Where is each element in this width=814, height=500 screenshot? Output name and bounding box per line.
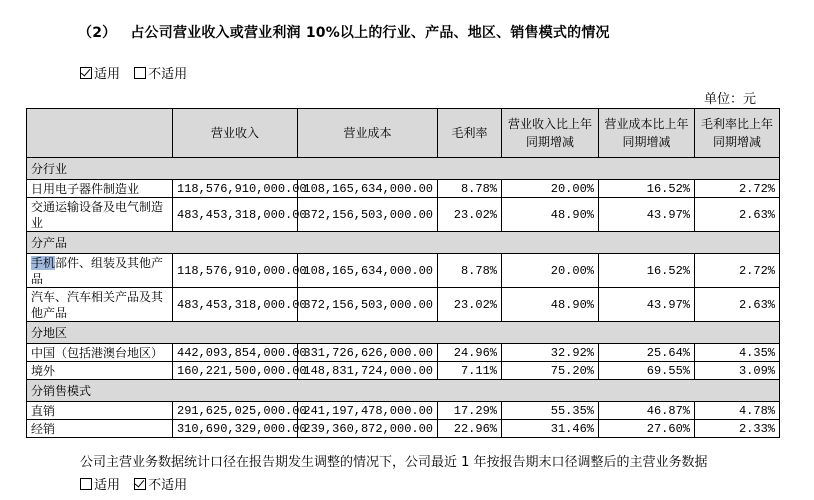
cost-change-cell: 43.97% — [599, 198, 695, 232]
row-label: 手机部件、组装及其他产品 — [27, 254, 173, 288]
table-row — [27, 180, 780, 198]
table-row — [27, 362, 780, 380]
row-label: 直销 — [27, 402, 173, 420]
table-row — [27, 198, 780, 232]
revenue-cell: 291,625,025,000.00 — [173, 402, 298, 420]
revenue-change-cell: 48.90% — [502, 288, 599, 322]
revenue-cell: 160,221,500,000.00 — [173, 362, 298, 380]
margin-change-cell: 2.63% — [695, 198, 780, 232]
applicability-bottom — [80, 474, 197, 493]
revenue-cell: 118,576,910,000.00 — [173, 254, 298, 288]
margin-change-cell: 2.33% — [695, 420, 780, 438]
checkbox-unchecked-icon[interactable] — [134, 67, 146, 79]
adjustment-note: 公司主营业务数据统计口径在报告期发生调整的情况下，公司最近 1 年按报告期末口径调整后的主营业务数据 — [80, 455, 708, 470]
margin-cell: 24.96% — [438, 344, 502, 362]
margin-change-cell: 2.72% — [695, 254, 780, 288]
row-label: 交通运输设备及电气制造业 — [27, 198, 173, 232]
revenue-cell: 118,576,910,000.00 — [173, 180, 298, 198]
table-row — [27, 344, 780, 362]
cost-cell: 241,197,478,000.00 — [298, 402, 438, 420]
cost-change-cell: 43.97% — [599, 288, 695, 322]
margin-cell: 23.02% — [438, 198, 502, 232]
margin-change-cell: 2.63% — [695, 288, 780, 322]
revenue-change-cell: 48.90% — [502, 198, 599, 232]
revenue-cell: 483,453,318,000.00 — [173, 198, 298, 232]
checkbox-checked-icon[interactable] — [134, 478, 146, 490]
highlighted-text: 手机 — [31, 255, 56, 270]
revenue-change-cell: 20.00% — [502, 180, 599, 198]
cost-change-cell: 16.52% — [599, 180, 695, 198]
revenue-change-cell: 31.46% — [502, 420, 599, 438]
section-row-sales-mode — [27, 380, 780, 402]
table-header-row — [27, 109, 780, 158]
margin-cell: 7.11% — [438, 362, 502, 380]
cost-cell: 148,831,724,000.00 — [298, 362, 438, 380]
cost-cell: 331,726,626,000.00 — [298, 344, 438, 362]
cost-cell: 372,156,503,000.00 — [298, 198, 438, 232]
margin-change-cell: 2.72% — [695, 180, 780, 198]
revenue-change-cell: 75.20% — [502, 362, 599, 380]
row-label: 日用电子器件制造业 — [27, 180, 173, 198]
header-revenue-change: 营业收入比上年同期增减 — [502, 109, 599, 158]
cost-change-cell: 46.87% — [599, 402, 695, 420]
section-title: 分销售模式 — [27, 380, 780, 402]
cost-change-cell: 27.60% — [599, 420, 695, 438]
cost-cell: 108,165,634,000.00 — [298, 180, 438, 198]
not-applicable-option[interactable]: 不适用 — [134, 67, 187, 82]
section-heading — [78, 22, 610, 42]
header-cell — [27, 109, 173, 158]
table-row — [27, 288, 780, 322]
not-applicable-option[interactable]: 不适用 — [134, 478, 187, 493]
cost-change-cell: 69.55% — [599, 362, 695, 380]
margin-cell: 8.78% — [438, 180, 502, 198]
section-row-product — [27, 232, 780, 254]
applicable-option[interactable]: 适用 — [80, 478, 120, 493]
header-margin-change: 毛利率比上年同期增减 — [695, 109, 780, 158]
table-row — [27, 402, 780, 420]
revenue-change-cell: 55.35% — [502, 402, 599, 420]
margin-change-cell: 4.35% — [695, 344, 780, 362]
row-label: 经销 — [27, 420, 173, 438]
section-title: 分产品 — [27, 232, 780, 254]
cost-change-cell: 25.64% — [599, 344, 695, 362]
margin-change-cell: 4.78% — [695, 402, 780, 420]
section-title: 分地区 — [27, 322, 780, 344]
table-row — [27, 420, 780, 438]
header-cost-change: 营业成本比上年同期增减 — [599, 109, 695, 158]
table-row — [27, 254, 780, 288]
margin-cell: 17.29% — [438, 402, 502, 420]
cost-cell: 372,156,503,000.00 — [298, 288, 438, 322]
row-label: 中国（包括港澳台地区） — [27, 344, 173, 362]
revenue-change-cell: 32.92% — [502, 344, 599, 362]
section-number: （2） — [78, 25, 117, 41]
header-margin: 毛利率 — [438, 109, 502, 158]
header-cost: 营业成本 — [298, 109, 438, 158]
revenue-cell: 442,093,854,000.00 — [173, 344, 298, 362]
revenue-cell: 483,453,318,000.00 — [173, 288, 298, 322]
unit-label: 单位：元 — [703, 92, 756, 107]
revenue-cell: 310,690,329,000.00 — [173, 420, 298, 438]
checkbox-unchecked-icon[interactable] — [80, 478, 92, 490]
cost-cell: 239,360,872,000.00 — [298, 420, 438, 438]
margin-cell: 8.78% — [438, 254, 502, 288]
header-revenue: 营业收入 — [173, 109, 298, 158]
row-label: 境外 — [27, 362, 173, 380]
cost-change-cell: 16.52% — [599, 254, 695, 288]
margin-change-cell: 3.09% — [695, 362, 780, 380]
applicable-option[interactable]: 适用 — [80, 67, 120, 82]
section-title: 分行业 — [27, 158, 780, 180]
checkbox-checked-icon[interactable] — [80, 67, 92, 79]
margin-cell: 23.02% — [438, 288, 502, 322]
row-label: 汽车、汽车相关产品及其他产品 — [27, 288, 173, 322]
margin-cell: 22.96% — [438, 420, 502, 438]
section-title: 占公司营业收入或营业利润 10%以上的行业、产品、地区、销售模式的情况 — [130, 25, 610, 41]
section-row-industry — [27, 158, 780, 180]
revenue-breakdown-table — [26, 108, 780, 438]
section-row-region — [27, 322, 780, 344]
cost-cell: 108,165,634,000.00 — [298, 254, 438, 288]
revenue-change-cell: 20.00% — [502, 254, 599, 288]
applicability-top — [80, 63, 197, 82]
